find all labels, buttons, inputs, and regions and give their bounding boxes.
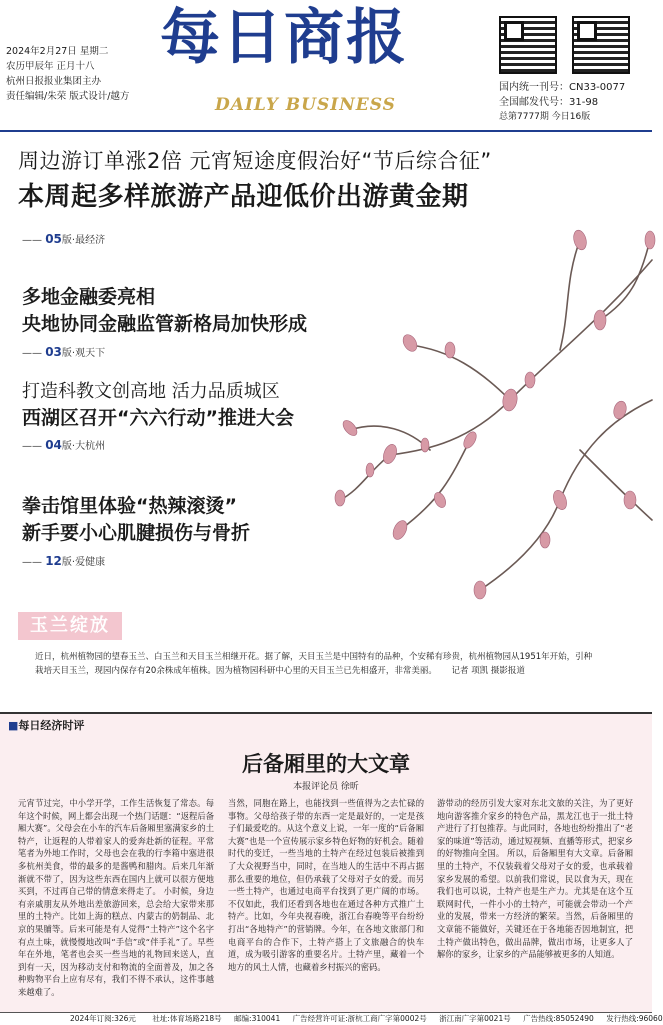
footer-address: 社址:体育场路218号 <box>152 1014 222 1023</box>
caption-text: 近日，杭州植物园的望春玉兰、白玉兰和天目玉兰相继开花。据了解，天目玉兰是中国特有的品种，个安稀有珍贵，杭州植物园从1951年开始，引种栽培天目玉兰，现园内保存有20余株成年植株。因为植物园科研中心里的天目玉兰已先相盛开，非常美丽。 <box>35 652 593 676</box>
lead-page-ref[interactable]: —— 05版·最经济 <box>22 232 106 246</box>
story4-page-ref[interactable]: —— 12版·爱健康 <box>22 554 106 568</box>
story3-headline[interactable]: 西湖区召开“六六行动”推进大会 <box>22 407 294 429</box>
footer-ad-license: 广告经营许可证:浙杭工商广字第0002号 <box>292 1014 427 1023</box>
post-code: 全国邮发代号：31-98 <box>499 97 599 108</box>
qr-code-icon <box>572 16 630 74</box>
qr-code-icon <box>499 16 557 74</box>
commentary-divider <box>0 712 652 714</box>
commentary-tag: ■每日经济时评 <box>8 719 85 732</box>
issue-date: 2024年2月27日 星期二 <box>6 46 109 57</box>
magnolia-illustration <box>330 200 652 610</box>
footer-ad-phone: 广告热线:85052490 <box>523 1014 594 1023</box>
lunar-date: 农历甲辰年 正月十八 <box>6 61 95 72</box>
story3-page-ref[interactable]: —— 04版·大杭州 <box>22 438 106 452</box>
story4-line1[interactable]: 拳击馆里体验“热辣滚烫” <box>22 495 237 517</box>
story2-line1[interactable]: 多地金融委亮相 <box>22 286 156 308</box>
story3-subheadline: 打造科教文创高地 活力品质城区 <box>22 381 280 402</box>
masthead-divider <box>0 130 652 132</box>
photo-credit: 记者 项凯 摄影报道 <box>451 666 525 676</box>
footer-subscription: 2024年订阅:326元 <box>70 1014 136 1023</box>
commentary-title[interactable]: 后备厢里的大文章 <box>242 752 410 776</box>
footer-zip: 邮编:310041 <box>234 1014 281 1023</box>
cn-number: 国内统一刊号：CN33-0077 <box>499 82 626 93</box>
story4-line2[interactable]: 新手要小心肌腱损伤与骨折 <box>22 522 251 544</box>
footer-dist-phone: 发行热线:96060 <box>606 1014 663 1023</box>
footer <box>0 1012 663 1025</box>
lead-subheadline: 周边游订单涨2倍 元宵短途度假治好“节后综合征” <box>18 149 492 173</box>
commentary-author: 本报评论员 徐昕 <box>293 782 359 792</box>
masthead-meta <box>6 44 129 104</box>
story2-page-ref[interactable]: —— 03版·观天下 <box>22 345 106 359</box>
photo-caption <box>35 650 600 678</box>
newspaper-logo-en: DAILY BUSINESS <box>215 95 396 115</box>
publication-info <box>499 80 625 125</box>
commentary-column-1: 元宵节过完，中小学开学，工作生活恢复了常态。每年这个时候，网上都会出现一个热门话题：“返程后备厢大赛”。父母会在小车的汽车后备厢里塞满家乡的土特产，让返程的人带着家人的爱奔赴新的征程。平常笔者为外地工作时，父母也会在我的行李箱中塞进很多杭州美食，带的最多的是酱鸭和腊肉。后来几年渐渐就不带了，因为这些东西在国内上就可以很方便地买到，不过再自己带的情意来得走了。 小时候，身边有亲戚朋友从外地出差旅游回来，总会给大家带来那里的土特产。比如上海的糕点、内蒙古的奶制品、北京的果脯等。后来可能是有人觉得“土特产”这个名字有点土味，就慢慢地改叫“手信”或“伴手礼”了。早些年在外地，笔者也会买一些当地的礼物回来送人，直到有一天，因为移动支付和物流的全面普及，加之各种购物平台上应有尽有，我们不得不承认，这件事越来越难了。 <box>18 798 214 997</box>
editors: 责任编辑/朱荣 版式设计/越方 <box>6 91 130 102</box>
issue-count: 总第7777期 今日16版 <box>499 112 591 122</box>
commentary-column-2: 当然，同胞在路上，也能找到一些值得为之去忙碌的事物。父母给孩子带的东西一定是最好的，一定是孩子们最爱吃的。从这个意义上说，一年一度的“后备厢大赛”也是一个宣传展示家乡特色好物的好机会。随着时代的变迁，一些当地的土特产在经过包装后被推到了大众视野当中，同时，在当地人的生活中不再占据那么重要的地位，但仍承载了父母对子女的爱。而另一些土特产，也通过电商平台找到了更广阔的市场。 不仅如此，我们还看到各地也在通过各种方式推广土特产。比如，今年央视春晚，浙江台春晚等平台纷纷打出“各地特产”的营销牌。今年，在各地文旅部门和电商平台的合作下，土特产搭上了文旅融合的快车道，成为吸引游客的重要名片。土特产里，藏着一个地方的风土人情，也藏着乡村振兴的密码。 <box>228 798 424 972</box>
sponsor: 杭州日报报业集团主办 <box>6 76 102 87</box>
photo-tag: 玉兰绽放 <box>18 612 122 640</box>
lead-headline[interactable]: 本周起多样旅游产品迎低价出游黄金期 <box>18 182 469 212</box>
story2-line2[interactable]: 央地协同金融监管新格局加快形成 <box>22 313 308 335</box>
commentary-column-3: 游带动的经历引发大家对东北文旅的关注，为了更好地向游客推介家乡的特色产品，黑龙江也于一批土特产进行了打包推荐。与此同时，各地也纷纷推出了“老家的味道”等活动，通过短视频、直播等形式，把家乡的好物推向全国。 所以，后备厢里有大文章。后备厢里的土特产，不仅装载着父母对子女的爱，也承载着家乡发展的希望。以前我们常说，民以食为天，现在我们也可以说，土特产也是生产力。尤其是在这个互联网时代，一件小小的土特产，可能就会带动一个产业的发展，带来一方经济的繁荣。当然，后备厢里的文章能不能做好，关键还在于各地能否因地制宜，把土特产做出特色，做出品牌，做出市场，让更多人了解你的家乡，让家乡的产品能够被更多的人知道。 <box>437 798 633 960</box>
newspaper-logo: 每日商报 <box>160 3 408 73</box>
footer-print: 浙江南广字第0021号 <box>439 1014 511 1023</box>
